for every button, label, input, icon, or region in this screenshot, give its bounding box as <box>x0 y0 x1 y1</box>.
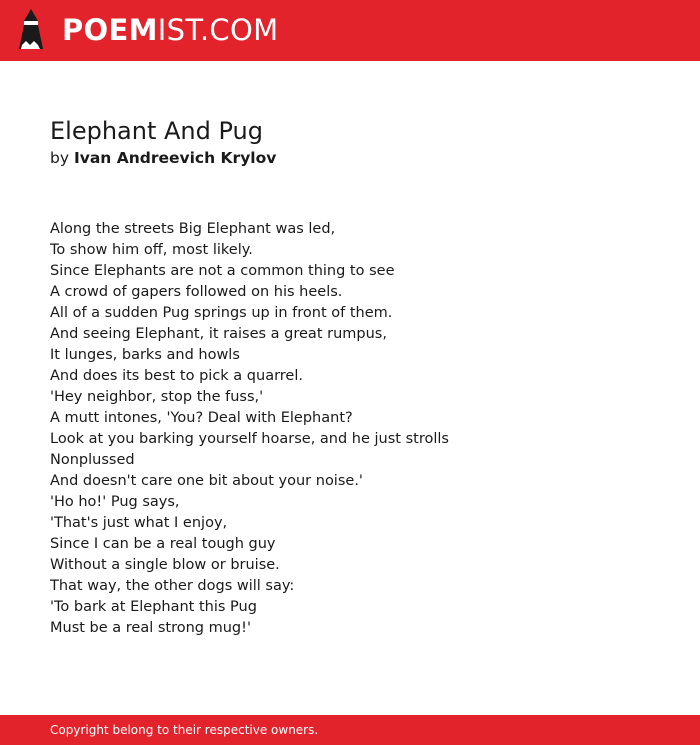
poem-line: Without a single blow or bruise. <box>50 557 280 573</box>
poem-line: All of a sudden Pug springs up in front of them. <box>50 305 393 321</box>
poem-line: Along the streets Big Elephant was led, <box>50 221 336 237</box>
poem-title: Elephant And Pug <box>50 117 263 145</box>
site-footer <box>0 715 700 745</box>
poem-heading <box>50 116 276 169</box>
poem-line: Look at you barking yourself hoarse, and he just strolls <box>50 431 449 447</box>
poem-line: Nonplussed <box>50 452 135 468</box>
poem-line: A mutt intones, 'You? Deal with Elephant? <box>50 410 353 426</box>
poem-line: And does its best to pick a quarrel. <box>50 368 303 384</box>
poem-line: Since Elephants are not a common thing to see <box>50 263 395 279</box>
poem-byline <box>50 147 276 169</box>
poem-line: To show him off, most likely. <box>50 242 253 258</box>
poem-line: Since I can be a real tough guy <box>50 536 276 552</box>
by-label: by <box>50 149 70 167</box>
poem-line: And doesn't care one bit about your noise.' <box>50 473 363 489</box>
copyright-text: Copyright belong to their respective owners. <box>50 723 319 737</box>
brand-light-text: IST.COM <box>157 13 279 47</box>
poem-line: 'That's just what I enjoy, <box>50 515 228 531</box>
poem-author: Ivan Andreevich Krylov <box>73 149 277 167</box>
poem-line: And seeing Elephant, it raises a great rumpus, <box>50 326 387 342</box>
poem-line: 'Hey neighbor, stop the fuss,' <box>50 389 264 405</box>
poem-body <box>50 219 449 639</box>
site-brand[interactable] <box>62 12 278 48</box>
pencil-logo-icon[interactable] <box>18 9 44 51</box>
site-header <box>0 0 700 61</box>
poem-line: It lunges, barks and howls <box>50 347 240 363</box>
poem-line: 'Ho ho!' Pug says, <box>50 494 180 510</box>
poem-line: Must be a real strong mug!' <box>50 620 251 636</box>
poem-line: 'To bark at Elephant this Pug <box>50 599 257 615</box>
poem-line: A crowd of gapers followed on his heels. <box>50 284 343 300</box>
poem-line: That way, the other dogs will say: <box>50 578 295 594</box>
brand-bold-text: POEM <box>62 13 158 47</box>
